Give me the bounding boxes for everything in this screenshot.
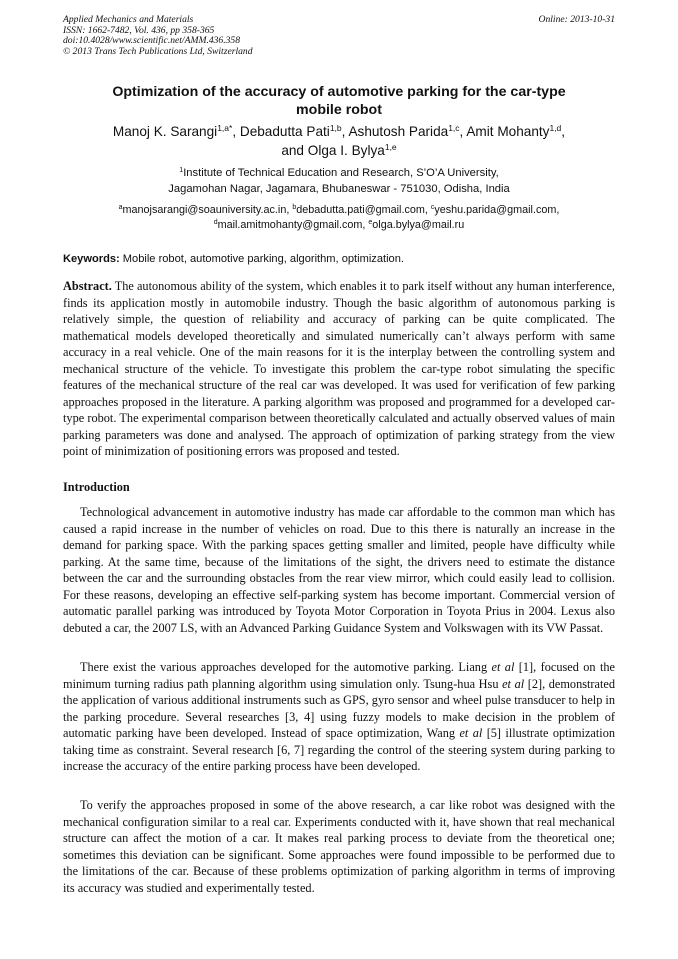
email-superscript: b: [292, 204, 297, 211]
affiliation-line-2: Jagamohan Nagar, Jagamara, Bhubaneswar - 751030, Odisha, India: [168, 183, 510, 195]
author-superscript: 1,d: [549, 123, 562, 133]
author-name: Olga I. Bylya: [307, 143, 385, 158]
author-superscript: 1,c: [448, 123, 460, 133]
author-superscript: 1,a*: [217, 123, 233, 133]
email-superscript: a: [118, 204, 123, 211]
paragraph-text: [2], demonstrated the application of various additional instruments such as GPS, gyro sensor and wheel pulse transducer to help in the parking procedure. Several researches [3, 4] using fuzzy models to make decision in the problem of automatic parking have been developed. Instead of space optimization, Wang: [63, 676, 616, 741]
intro-paragraph-2: [63, 659, 615, 775]
affiliation: [63, 165, 615, 197]
title-line-2: mobile robot: [296, 102, 382, 118]
author-name: Amit Mohanty: [466, 124, 550, 139]
author-superscript: 1,e: [384, 142, 397, 152]
paragraph-text: [1], focused on the minimum turning radius path planning algorithm using simulation only. Tsung-hua Hsu: [63, 660, 616, 691]
email-link[interactable]: debadutta.pati@gmail.com,: [296, 204, 428, 216]
email-link[interactable]: yeshu.parida@gmail.com,: [434, 204, 560, 216]
section-heading-introduction: Introduction: [63, 480, 130, 494]
email-superscript: d: [213, 218, 218, 226]
journal-name: Applied Mechanics and Materials: [63, 14, 194, 25]
affiliation-superscript: 1: [179, 167, 184, 174]
email-link[interactable]: manojsarangi@soauniversity.ac.in,: [122, 204, 290, 216]
email-link[interactable]: olga.bylya@mail.ru: [372, 218, 465, 231]
et-al: et al: [491, 660, 515, 674]
copyright-line: © 2013 Trans Tech Publications Ltd, Switzerland: [63, 45, 253, 57]
author-conjunction: and: [281, 143, 304, 158]
author-name: Ashutosh Parida: [348, 124, 449, 139]
email-superscript: e: [368, 218, 373, 226]
keywords-text: Mobile robot, automotive parking, algorithm, optimization.: [119, 253, 404, 265]
title-line-1: Optimization of the accuracy of automotive parking for the car-type: [112, 84, 566, 100]
paper-title: [63, 83, 615, 119]
abstract: [63, 278, 615, 460]
abstract-text: The autonomous ability of the system, which enables it to park itself without any human interference, finds its application mostly in automobile industry. Though the basic algorithm of autonomous parking is relatively simple, the question of reliability and accuracy of parking can be quite complicated. The mathematical models developed theoretically and simulated numerically can’t always perform with same accuracy in a real vehicle. One of the main reasons for it is the interplay between the controlling system and mechanical structure of the vehicle. To investigate this problem the car-type robot simulating the specific features of the mechanical structure of the real car was developed. It was used for verification of few parking approaches proposed in the literature. A parking algorithm was proposed and programmed for a developed car-type robot. The experimental comparison between theoretically calculated and actually observed values of main parking parameters was done and analysed. The approach of optimization of parking strategy from the view point of minimization of positioning errors was proposed and tested.: [63, 279, 615, 459]
keywords: [63, 253, 615, 266]
abstract-label: Abstract.: [63, 279, 112, 293]
author-name: Manoj K. Sarangi: [112, 124, 218, 139]
email-list: [63, 203, 615, 232]
doi-line: doi:10.4028/www.scientific.net/AMM.436.358: [63, 35, 241, 47]
affiliation-line-1: Institute of Technical Education and Research, S’O’A University,: [183, 167, 499, 179]
online-date: Online: 2013-10-31: [538, 14, 615, 25]
author-name: Debadutta Pati: [239, 124, 330, 139]
email-superscript: c: [430, 204, 435, 211]
issn-line: ISSN: 1662-7482, Vol. 436, pp 358-365: [63, 24, 215, 36]
et-al: et al: [459, 726, 483, 741]
paragraph-text: [5] illustrate optimization taking time as constraint. Several research [6, 7] regarding the control of the steering system during parking to increase the accuracy of the entire parking process have been developed.: [63, 726, 615, 774]
author-list: Manoj K. Sarangi$^{1,a*}$, Debadutta Pati$^{1,b}$, Ashutosh Parida$^{1,c}$, Amit Mohanty$^{1,d}$, and Olga I. Bylya$^{1,e}$: [112, 123, 566, 158]
intro-paragraph-3: To verify the approaches proposed in some of the above research, a car like robot was designed with the mechanical configuration similar to a real car. Experiments conducted with it, have shown that real mechanical structure can affect the motion of a car. It makes real parking process to deviate from the theoretical one; sometimes this deviation can be significant. Some approaches were found impossible to be performed due to the limitations of the car. Because of these problems optimization of parking algorithm in terms of improving its accuracy was studied and experimentally tested.: [63, 798, 615, 895]
et-al: et al: [502, 676, 525, 691]
author-superscript: 1,b: [329, 123, 342, 133]
journal-header: [63, 15, 615, 57]
intro-paragraph-1: Technological advancement in automotive industry has made car affordable to the common man which has caused a rapid increase in the number of vehicles on road. Due to this there is naturally an increase in the demand for parking space. With the parking spaces getting smaller and limited, people have difficulty while parking. At the same time, because of the limitations of the sight, the drivers need to estimate the distance between the car and the surrounding obstacles from the rear view mirror, which could easily lead to collision. For these reasons, developing an effective self-parking system has become important. Commercial version of automatic parallel parking was introduced by Toyota Motor Corporation in Toyota Prius in 2004. Lexus also debuted a car, the 2007 LS, with an Advanced Parking Guidance System and Volkswagen with its VW Passat.: [63, 505, 615, 635]
email-link[interactable]: mail.amitmohanty@gmail.com,: [217, 218, 366, 231]
paragraph-text: There exist the various approaches developed for the automotive parking. Liang: [80, 660, 492, 674]
keywords-label: Keywords:: [63, 253, 120, 265]
